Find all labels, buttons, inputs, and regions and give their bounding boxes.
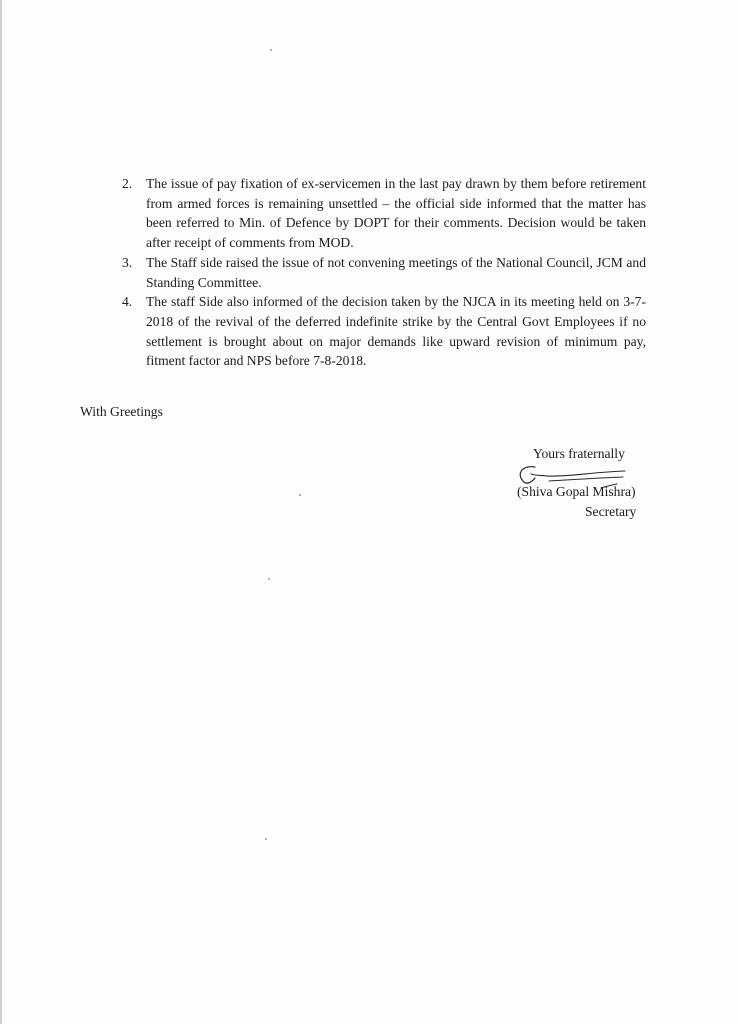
- scan-speck: [270, 49, 272, 51]
- closing-salutation: Yours fraternally: [533, 446, 625, 461]
- point-item: [118, 174, 646, 253]
- numbered-points-list: [118, 174, 646, 371]
- scan-speck: [265, 838, 267, 840]
- closing-block: [513, 446, 643, 526]
- point-text: The staff Side also informed of the decision taken by the NJCA in its meeting held on 3-7-2018 of the revival of the deferred indefinite strike by the Central Govt Employees if no settlement is brought about on major demands like upward revision of minimum pay, fitment factor and NPS before 7-8-2018.: [146, 294, 646, 369]
- point-number: 4.: [122, 294, 133, 310]
- scan-speck: [268, 578, 270, 580]
- point-item: [118, 253, 646, 292]
- signer-name: (Shiva Gopal Mishra): [517, 484, 636, 499]
- point-text: The issue of pay fixation of ex-servicemen in the last pay drawn by them before retirement from armed forces is remaining unsettled – the official side informed that the matter has been referred to Min. of Defence by DOPT for their comments. Decision would be taken after receipt of comments from MOD.: [146, 176, 646, 251]
- scan-edge: [0, 0, 2, 1024]
- greeting-line: With Greetings: [80, 404, 163, 419]
- point-number: 3.: [122, 254, 133, 270]
- signer-title: Secretary: [585, 504, 637, 519]
- point-number: 2.: [122, 176, 133, 191]
- point-text: The Staff side raised the issue of not convening meetings of the National Council, JCM and Standing Committee.: [146, 254, 646, 290]
- scan-speck: [299, 494, 301, 496]
- point-item: [118, 292, 646, 371]
